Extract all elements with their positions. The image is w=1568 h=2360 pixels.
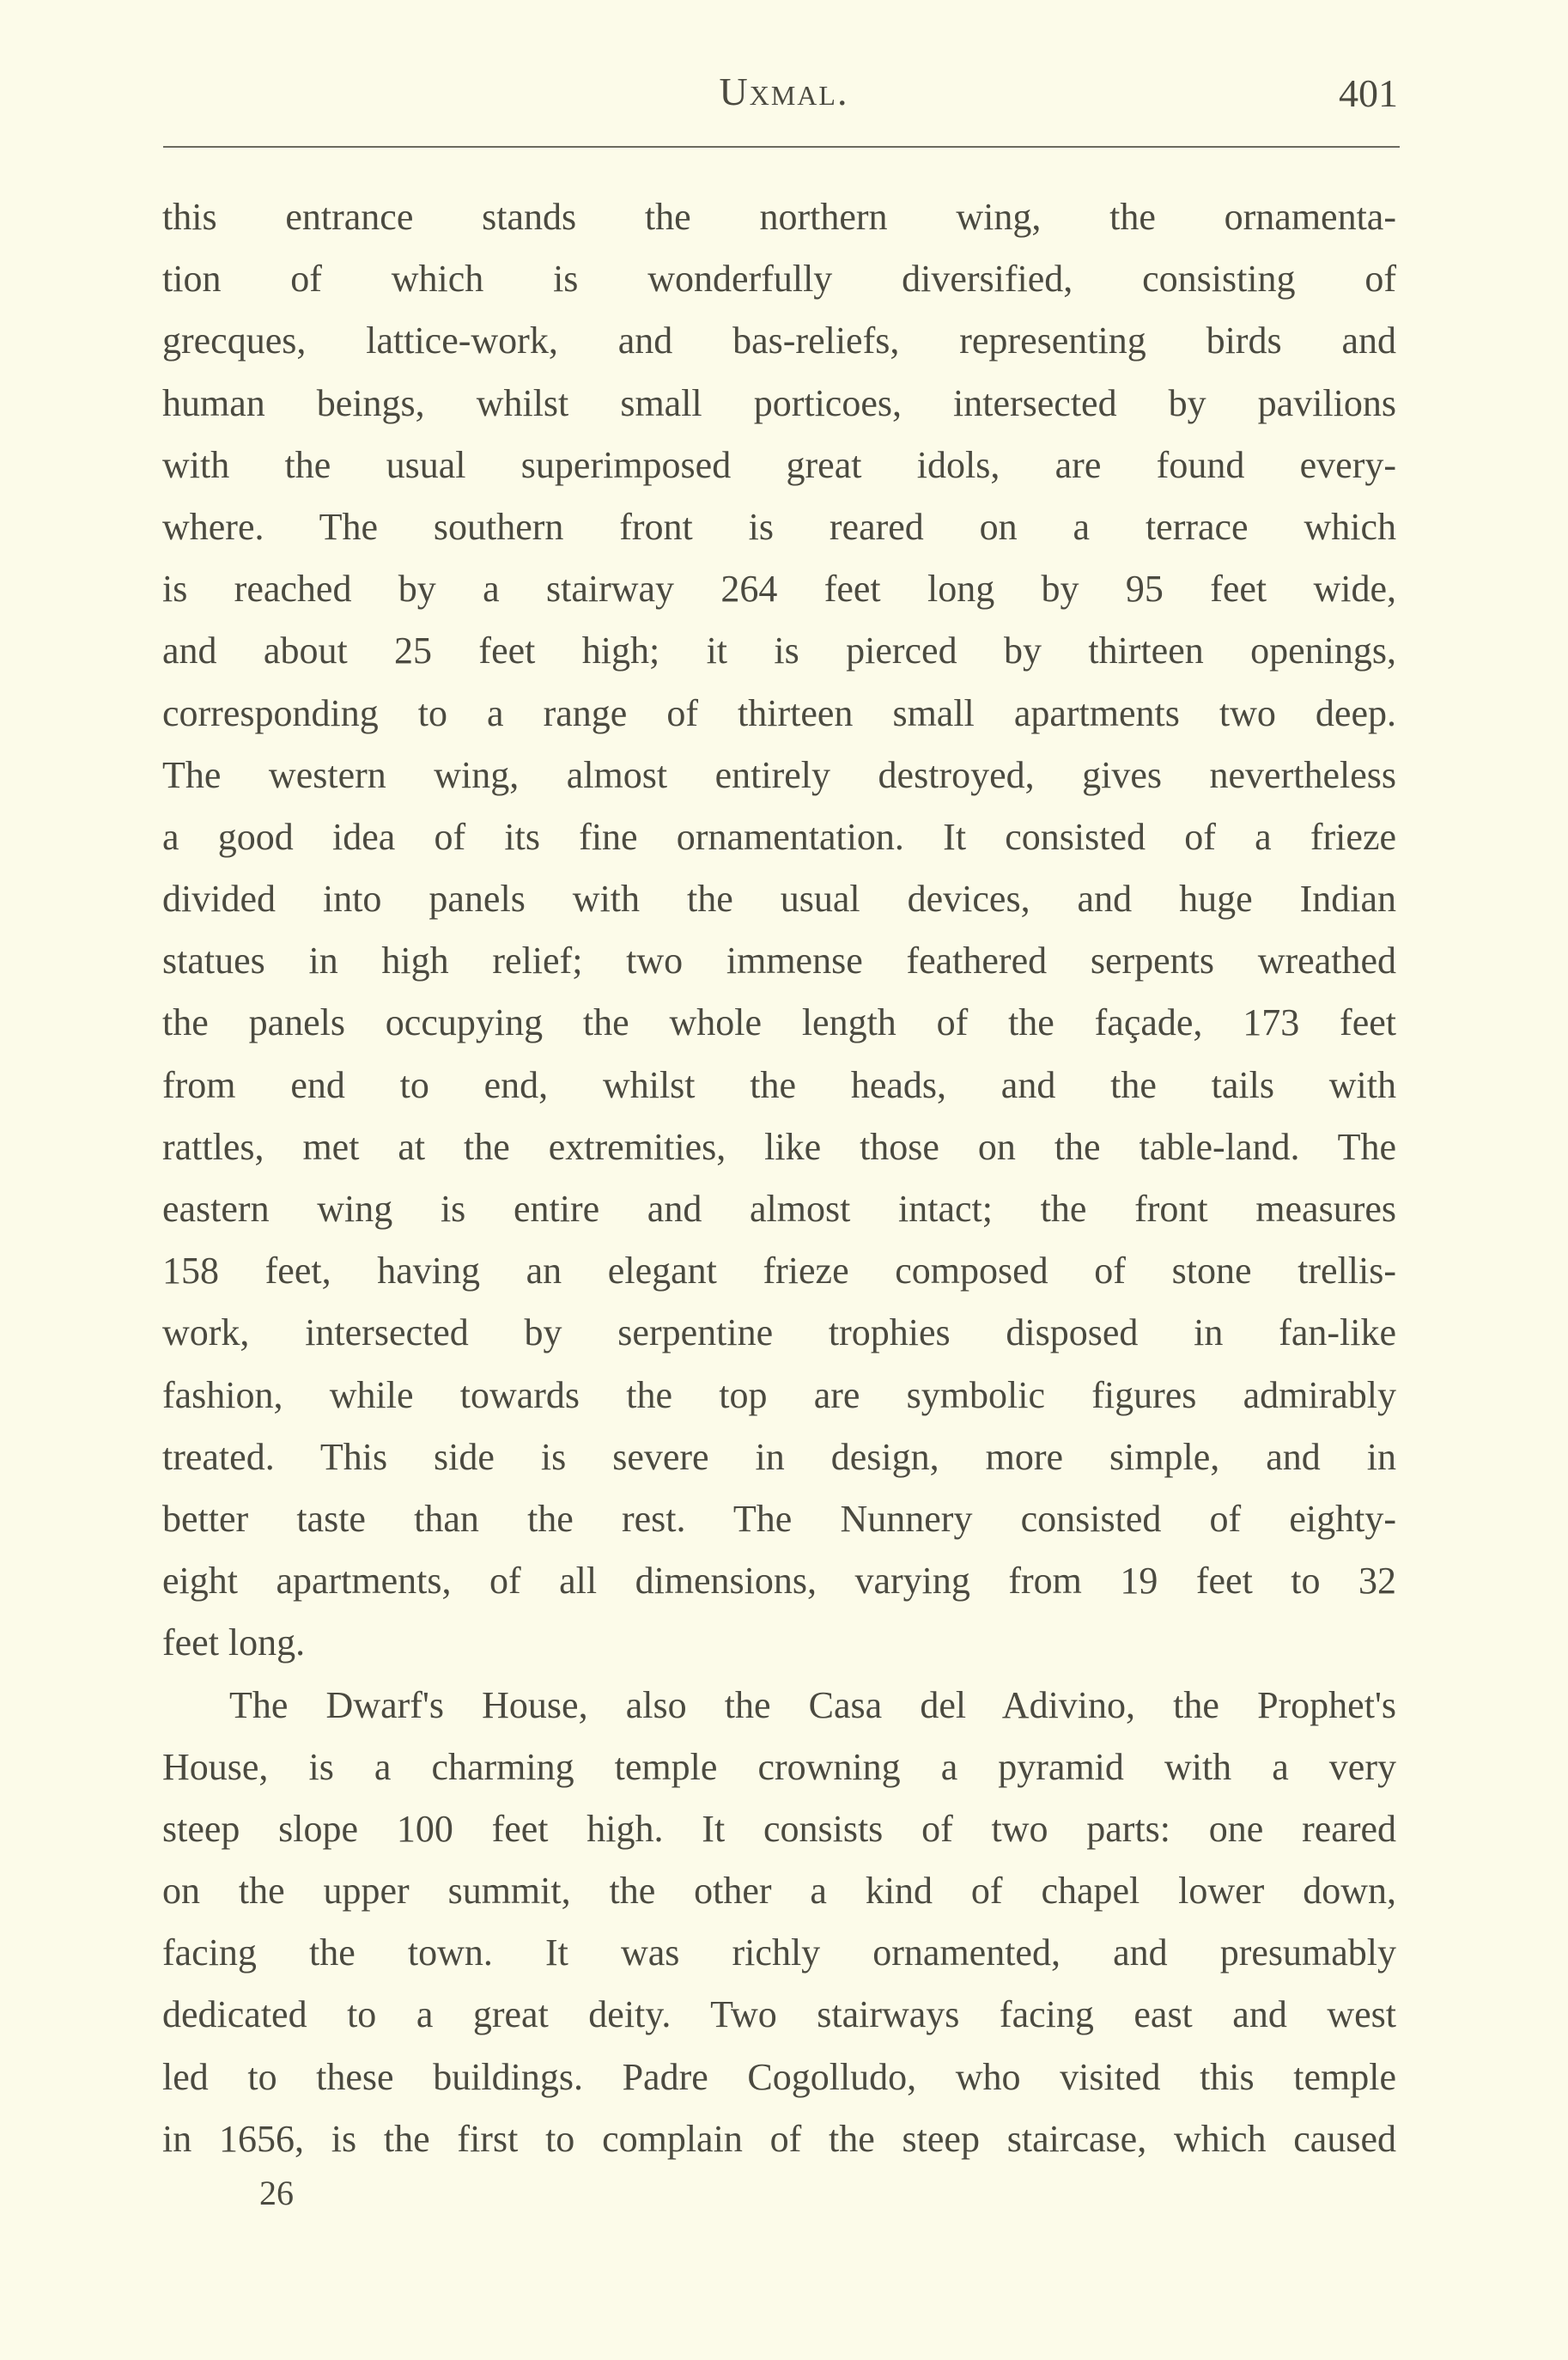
paragraph — [162, 186, 1396, 1675]
text-line: corresponding to a range of thirteen small apartments two deep. — [162, 691, 1396, 734]
text-line: and about 25 feet high; it is pierced by thirteen openings, — [162, 630, 1396, 672]
text-line: The Dwarf's House, also the Casa del Adivino, the Prophet's — [229, 1683, 1396, 1726]
text-line: rattles, met at the extremities, like those on the table-land. The — [162, 1125, 1396, 1168]
text-line: The western wing, almost entirely destroyed, gives nevertheless — [162, 753, 1396, 796]
text-line: eastern wing is entire and almost intact; the front measures — [162, 1188, 1396, 1230]
text-line: House, is a charming temple crowning a pyramid with a very — [162, 1745, 1396, 1788]
text-line: the panels occupying the whole length of the façade, 173 feet — [162, 1001, 1396, 1044]
text-line: in 1656, is the first to complain of the steep staircase, which caused — [162, 2117, 1396, 2160]
text-line: from end to end, whilst the heads, and the tails with — [162, 1063, 1396, 1106]
text-line: divided into panels with the usual devices, and huge Indian — [162, 878, 1396, 921]
text-line: where. The southern front is reared on a terrace which — [162, 505, 1396, 548]
text-line: eight apartments, of all dimensions, varying from 19 feet to 32 — [162, 1560, 1396, 1603]
text-line: on the upper summit, the other a kind of chapel lower down, — [162, 1870, 1396, 1913]
text-line: steep slope 100 feet high. It consists of two parts: one reared — [162, 1807, 1396, 1850]
text-line: work, intersected by serpentine trophies disposed in fan-like — [162, 1311, 1396, 1354]
signature-mark: 26 — [259, 2174, 294, 2212]
header-rule — [163, 146, 1400, 148]
text-line: feet long. — [162, 1621, 306, 1664]
running-title: Uxmal. — [719, 70, 849, 113]
text-line: statues in high relief; two immense feathered serpents wreathed — [162, 940, 1396, 982]
text-line: is reached by a stairway 264 feet long by 95 feet wide, — [162, 568, 1396, 611]
page-number: 401 — [1339, 71, 1398, 115]
text-line: facing the town. It was richly ornamented, and presumably — [162, 1931, 1396, 1974]
text-line: fashion, while towards the top are symbolic figures admirably — [162, 1373, 1396, 1416]
text-line: led to these buildings. Padre Cogolludo, who visited this temple — [162, 2055, 1396, 2098]
text-line: tion of which is wonderfully diversified, consisting of — [162, 258, 1396, 301]
text-line: this entrance stands the northern wing, the ornamenta- — [162, 196, 1396, 238]
text-line: grecques, lattice-work, and bas-reliefs, representing birds and — [162, 319, 1396, 362]
text-line: 158 feet, having an elegant frieze composed of stone trellis- — [162, 1250, 1396, 1293]
text-line: with the usual superimposed great idols, are found every- — [162, 443, 1396, 486]
text-line: treated. This side is severe in design, more simple, and in — [162, 1435, 1396, 1478]
text-line: dedicated to a great deity. Two stairways facing east and west — [162, 1993, 1396, 2036]
paragraph — [162, 1675, 1396, 2171]
body-text — [162, 186, 1396, 2170]
text-line: a good idea of its fine ornamentation. It consisted of a frieze — [162, 815, 1396, 858]
text-line: better taste than the rest. The Nunnery consisted of eighty- — [162, 1497, 1396, 1540]
text-line: human beings, whilst small porticoes, intersected by pavilions — [162, 381, 1396, 424]
